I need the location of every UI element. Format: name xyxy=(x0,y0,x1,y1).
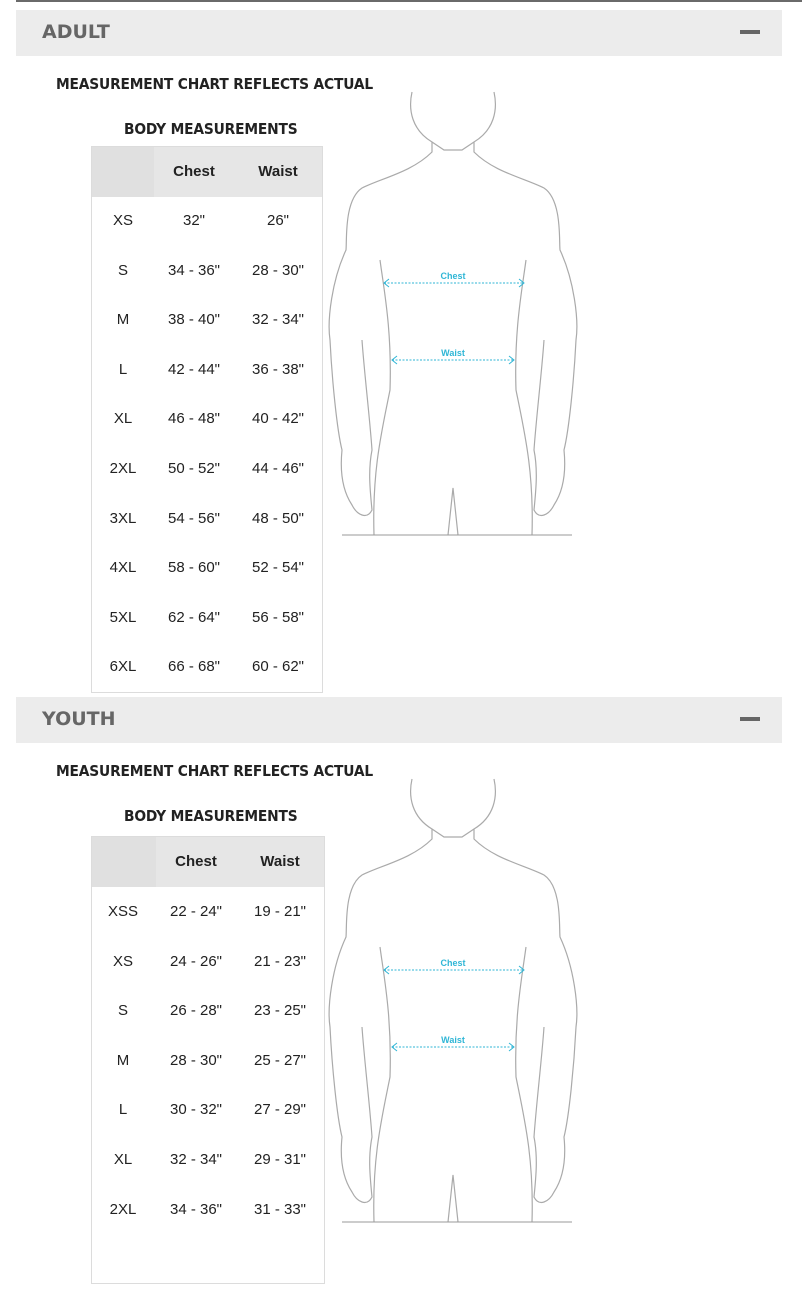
chest-cell: 22 - 24" xyxy=(169,903,223,920)
size-cell: S xyxy=(117,261,128,279)
waist-cell: 52 - 54" xyxy=(251,559,305,577)
table-caption: BODY MEASUREMENTS xyxy=(124,120,298,138)
size-cell: L xyxy=(118,360,128,378)
size-table-adult xyxy=(91,146,323,693)
chest-cell: 50 - 52" xyxy=(167,460,221,477)
chart-caption: MEASUREMENT CHART REFLECTS ACTUAL xyxy=(56,75,373,93)
chest-cell: 62 - 64" xyxy=(167,608,221,626)
waist-cell: 19 - 21" xyxy=(253,903,307,920)
column-header-waist: Waist xyxy=(258,163,298,180)
waist-cell: 44 - 46" xyxy=(251,460,305,477)
size-cell: XSS xyxy=(107,903,138,920)
chest-cell: 30 - 32" xyxy=(169,1101,223,1119)
waist-cell: 60 - 62" xyxy=(251,658,305,676)
section-header-youth[interactable] xyxy=(16,697,782,743)
table-caption: BODY MEASUREMENTS xyxy=(124,807,298,825)
column-header-waist: Waist xyxy=(260,853,300,870)
waist-cell: 40 - 42" xyxy=(251,410,305,428)
body-figure-youth xyxy=(322,777,592,1227)
waist-cell: 29 - 31" xyxy=(253,1151,307,1168)
chest-cell: 38 - 40" xyxy=(167,311,221,329)
chest-cell: 54 - 56" xyxy=(167,509,221,527)
size-cell: M xyxy=(116,311,130,329)
size-cell: XS xyxy=(112,212,133,229)
chest-cell: 66 - 68" xyxy=(167,658,221,676)
waist-cell: 23 - 25" xyxy=(253,1002,307,1020)
size-cell: L xyxy=(118,1101,128,1119)
chest-cell: 26 - 28" xyxy=(169,1002,223,1020)
waist-cell: 36 - 38" xyxy=(251,360,305,378)
chest-cell: 32 - 34" xyxy=(169,1151,223,1168)
chest-cell: 34 - 36" xyxy=(169,1200,223,1218)
waist-cell: 26" xyxy=(266,212,289,229)
chest-cell: 46 - 48" xyxy=(167,410,221,428)
chest-cell: 42 - 44" xyxy=(167,360,221,378)
waist-cell: 28 - 30" xyxy=(251,261,305,279)
waist-cell: 25 - 27" xyxy=(253,1051,307,1069)
waist-measure-label: Waist xyxy=(441,348,465,358)
table-header-row xyxy=(92,837,324,887)
size-cell: 2XL xyxy=(109,460,137,477)
size-cell: 4XL xyxy=(109,559,137,577)
chest-measure-label: Chest xyxy=(440,271,466,281)
size-table-youth xyxy=(91,836,325,1284)
size-cell: 3XL xyxy=(109,509,137,527)
chest-measure-label: Chest xyxy=(440,958,466,968)
chart-caption: MEASUREMENT CHART REFLECTS ACTUAL xyxy=(56,762,373,780)
column-header-chest: Chest xyxy=(175,853,217,870)
waist-measure-label: Waist xyxy=(441,1035,465,1045)
section-title: ADULT xyxy=(42,21,110,43)
waist-cell: 21 - 23" xyxy=(253,952,307,970)
section-title: YOUTH xyxy=(42,708,116,730)
chest-cell: 34 - 36" xyxy=(167,261,221,279)
size-cell: 2XL xyxy=(109,1200,137,1218)
chest-cell: 28 - 30" xyxy=(169,1051,223,1069)
chest-cell: 24 - 26" xyxy=(169,952,223,970)
column-header-chest: Chest xyxy=(173,163,215,180)
waist-cell: 56 - 58" xyxy=(251,608,305,626)
size-cell: XL xyxy=(113,410,133,428)
size-cell: S xyxy=(117,1002,128,1020)
waist-cell: 31 - 33" xyxy=(253,1200,307,1218)
size-cell: XS xyxy=(112,952,133,970)
minus-icon[interactable] xyxy=(740,30,760,34)
minus-icon[interactable] xyxy=(740,717,760,721)
chest-cell: 32" xyxy=(182,212,205,229)
size-cell: XL xyxy=(113,1151,133,1168)
waist-cell: 27 - 29" xyxy=(253,1101,307,1119)
size-cell: 6XL xyxy=(109,658,137,676)
body-figure-adult xyxy=(322,90,592,540)
size-cell: M xyxy=(116,1051,130,1069)
top-divider xyxy=(16,0,802,2)
table-header-row xyxy=(92,147,322,197)
waist-cell: 48 - 50" xyxy=(251,509,305,527)
size-cell: 5XL xyxy=(109,608,137,626)
section-header-adult[interactable] xyxy=(16,10,782,56)
waist-cell: 32 - 34" xyxy=(251,311,305,329)
chest-cell: 58 - 60" xyxy=(167,559,221,577)
